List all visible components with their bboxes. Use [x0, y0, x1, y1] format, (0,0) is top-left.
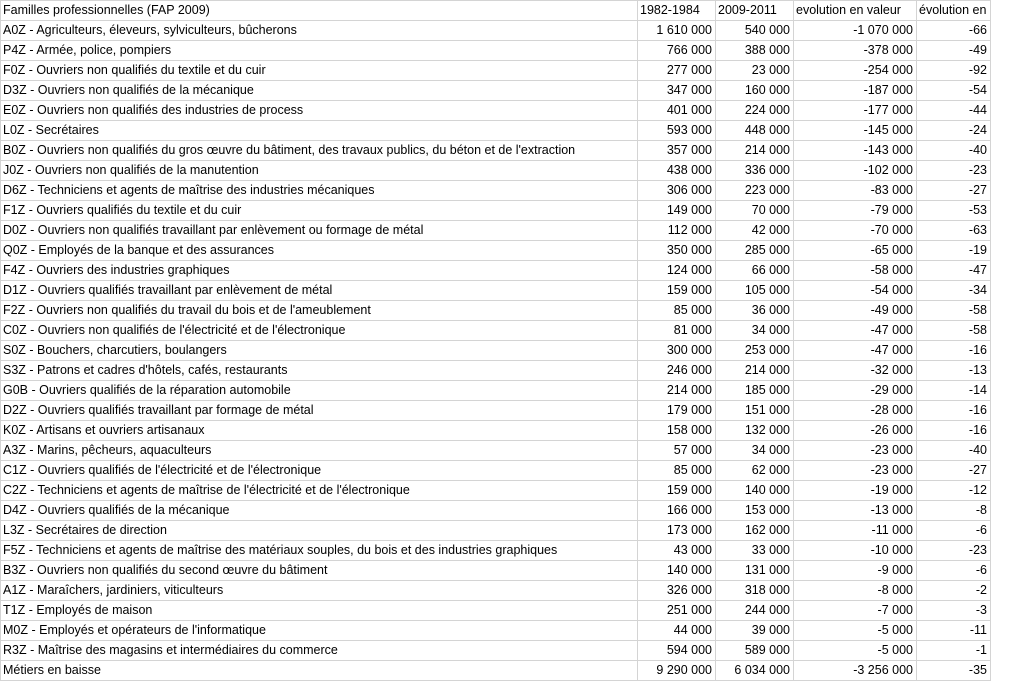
period2-cell[interactable]: 34 000: [716, 321, 794, 341]
period1-cell[interactable]: 173 000: [638, 521, 716, 541]
evol-value-cell[interactable]: -23 000: [794, 461, 917, 481]
period1-cell[interactable]: 347 000: [638, 81, 716, 101]
table-row: [1, 41, 991, 61]
evol-value-cell[interactable]: -3 256 000: [794, 661, 917, 681]
evol-pct-cell[interactable]: -11: [917, 621, 991, 641]
period1-cell[interactable]: 246 000: [638, 361, 716, 381]
family-cell[interactable]: F1Z - Ouvriers qualifiés du textile et du cuir: [1, 201, 638, 221]
family-cell[interactable]: C0Z - Ouvriers non qualifiés de l'électricité et de l'électronique: [1, 321, 638, 341]
family-cell[interactable]: M0Z - Employés et opérateurs de l'informatique: [1, 621, 638, 641]
period2-cell[interactable]: 36 000: [716, 301, 794, 321]
family-cell[interactable]: D4Z - Ouvriers qualifiés de la mécanique: [1, 501, 638, 521]
period2-cell[interactable]: 318 000: [716, 581, 794, 601]
period1-cell[interactable]: 57 000: [638, 441, 716, 461]
family-cell[interactable]: D3Z - Ouvriers non qualifiés de la mécanique: [1, 81, 638, 101]
family-cell[interactable]: C2Z - Techniciens et agents de maîtrise de l'électricité et de l'électronique: [1, 481, 638, 501]
header-period1[interactable]: 1982-1984: [638, 1, 716, 21]
family-cell[interactable]: L3Z - Secrétaires de direction: [1, 521, 638, 541]
family-cell[interactable]: F2Z - Ouvriers non qualifiés du travail du bois et de l'ameublement: [1, 301, 638, 321]
evol-value-cell[interactable]: -47 000: [794, 321, 917, 341]
period2-cell[interactable]: 214 000: [716, 361, 794, 381]
table-row: [1, 521, 991, 541]
evol-value-cell[interactable]: -29 000: [794, 381, 917, 401]
evol-value-cell[interactable]: -1 070 000: [794, 21, 917, 41]
family-cell[interactable]: Métiers en baisse: [1, 661, 638, 681]
period2-cell[interactable]: 153 000: [716, 501, 794, 521]
period2-cell[interactable]: 214 000: [716, 141, 794, 161]
period1-cell[interactable]: 140 000: [638, 561, 716, 581]
period1-cell[interactable]: 593 000: [638, 121, 716, 141]
header-period2[interactable]: 2009-2011: [716, 1, 794, 21]
period1-cell[interactable]: 81 000: [638, 321, 716, 341]
table-row: [1, 601, 991, 621]
evol-pct-cell[interactable]: -40: [917, 441, 991, 461]
evol-pct-cell[interactable]: -6: [917, 521, 991, 541]
evol-value-cell[interactable]: -143 000: [794, 141, 917, 161]
table-row: [1, 281, 991, 301]
evol-value-cell[interactable]: -79 000: [794, 201, 917, 221]
period1-cell[interactable]: 159 000: [638, 281, 716, 301]
period1-cell[interactable]: 166 000: [638, 501, 716, 521]
table-row: [1, 481, 991, 501]
evol-value-cell[interactable]: -49 000: [794, 301, 917, 321]
period1-cell[interactable]: 43 000: [638, 541, 716, 561]
period1-cell[interactable]: 85 000: [638, 301, 716, 321]
evol-value-cell[interactable]: -58 000: [794, 261, 917, 281]
evol-pct-cell[interactable]: -1: [917, 641, 991, 661]
period2-cell[interactable]: 42 000: [716, 221, 794, 241]
evol-pct-cell[interactable]: -49: [917, 41, 991, 61]
period1-cell[interactable]: 44 000: [638, 621, 716, 641]
evol-value-cell[interactable]: -26 000: [794, 421, 917, 441]
evol-value-cell[interactable]: -8 000: [794, 581, 917, 601]
period2-cell[interactable]: 131 000: [716, 561, 794, 581]
period2-cell[interactable]: 589 000: [716, 641, 794, 661]
family-cell[interactable]: T1Z - Employés de maison: [1, 601, 638, 621]
evol-pct-cell[interactable]: -3: [917, 601, 991, 621]
table-row: [1, 401, 991, 421]
header-evol-pct[interactable]: évolution en: [917, 1, 991, 21]
evol-value-cell[interactable]: -177 000: [794, 101, 917, 121]
evol-pct-cell[interactable]: -27: [917, 181, 991, 201]
family-cell[interactable]: D6Z - Techniciens et agents de maîtrise des industries mécaniques: [1, 181, 638, 201]
evol-pct-cell[interactable]: -54: [917, 81, 991, 101]
period2-cell[interactable]: 6 034 000: [716, 661, 794, 681]
evol-value-cell[interactable]: -7 000: [794, 601, 917, 621]
evol-pct-cell[interactable]: -34: [917, 281, 991, 301]
evol-pct-cell[interactable]: -13: [917, 361, 991, 381]
period2-cell[interactable]: 140 000: [716, 481, 794, 501]
evol-pct-cell[interactable]: -6: [917, 561, 991, 581]
period2-cell[interactable]: 23 000: [716, 61, 794, 81]
period2-cell[interactable]: 540 000: [716, 21, 794, 41]
period1-cell[interactable]: 158 000: [638, 421, 716, 441]
evol-value-cell[interactable]: -13 000: [794, 501, 917, 521]
period2-cell[interactable]: 70 000: [716, 201, 794, 221]
period2-cell[interactable]: 448 000: [716, 121, 794, 141]
evol-value-cell[interactable]: -5 000: [794, 641, 917, 661]
evol-pct-cell[interactable]: -47: [917, 261, 991, 281]
period1-cell[interactable]: 401 000: [638, 101, 716, 121]
header-family[interactable]: Familles professionnelles (FAP 2009): [1, 1, 638, 21]
evol-pct-cell[interactable]: -23: [917, 161, 991, 181]
evol-value-cell[interactable]: -23 000: [794, 441, 917, 461]
period2-cell[interactable]: 336 000: [716, 161, 794, 181]
family-cell[interactable]: D2Z - Ouvriers qualifiés travaillant par formage de métal: [1, 401, 638, 421]
evol-value-cell[interactable]: -11 000: [794, 521, 917, 541]
table-row: [1, 81, 991, 101]
evol-pct-cell[interactable]: -14: [917, 381, 991, 401]
family-cell[interactable]: B3Z - Ouvriers non qualifiés du second œuvre du bâtiment: [1, 561, 638, 581]
family-cell[interactable]: K0Z - Artisans et ouvriers artisanaux: [1, 421, 638, 441]
period1-cell[interactable]: 594 000: [638, 641, 716, 661]
period2-cell[interactable]: 388 000: [716, 41, 794, 61]
table-row: [1, 161, 991, 181]
period1-cell[interactable]: 300 000: [638, 341, 716, 361]
family-cell[interactable]: D1Z - Ouvriers qualifiés travaillant par enlèvement de métal: [1, 281, 638, 301]
family-cell[interactable]: S0Z - Bouchers, charcutiers, boulangers: [1, 341, 638, 361]
period1-cell[interactable]: 159 000: [638, 481, 716, 501]
table-row: [1, 441, 991, 461]
period1-cell[interactable]: 1 610 000: [638, 21, 716, 41]
evol-value-cell[interactable]: -10 000: [794, 541, 917, 561]
table-row: [1, 101, 991, 121]
period2-cell[interactable]: 39 000: [716, 621, 794, 641]
family-cell[interactable]: C1Z - Ouvriers qualifiés de l'électricité et de l'électronique: [1, 461, 638, 481]
table-row: [1, 241, 991, 261]
evol-pct-cell[interactable]: -63: [917, 221, 991, 241]
evol-value-cell[interactable]: -19 000: [794, 481, 917, 501]
family-cell[interactable]: E0Z - Ouvriers non qualifiés des industries de process: [1, 101, 638, 121]
period2-cell[interactable]: 285 000: [716, 241, 794, 261]
family-cell[interactable]: A1Z - Maraîchers, jardiniers, viticulteurs: [1, 581, 638, 601]
family-cell[interactable]: L0Z - Secrétaires: [1, 121, 638, 141]
period1-cell[interactable]: 85 000: [638, 461, 716, 481]
evol-value-cell[interactable]: -54 000: [794, 281, 917, 301]
period1-cell[interactable]: 214 000: [638, 381, 716, 401]
family-cell[interactable]: B0Z - Ouvriers non qualifiés du gros œuvre du bâtiment, des travaux publics, du béton et de l'extraction: [1, 141, 638, 161]
evol-pct-cell[interactable]: -16: [917, 401, 991, 421]
family-cell[interactable]: A3Z - Marins, pêcheurs, aquaculteurs: [1, 441, 638, 461]
evol-value-cell[interactable]: -65 000: [794, 241, 917, 261]
evol-value-cell[interactable]: -32 000: [794, 361, 917, 381]
evol-value-cell[interactable]: -378 000: [794, 41, 917, 61]
table-row: [1, 21, 991, 41]
evol-pct-cell[interactable]: -40: [917, 141, 991, 161]
period2-cell[interactable]: 253 000: [716, 341, 794, 361]
table-row: [1, 201, 991, 221]
period1-cell[interactable]: 149 000: [638, 201, 716, 221]
table-row: [1, 661, 991, 681]
table-row: [1, 341, 991, 361]
table-row: [1, 321, 991, 341]
header-evol-value[interactable]: evolution en valeur: [794, 1, 917, 21]
evol-value-cell[interactable]: -254 000: [794, 61, 917, 81]
table-row: [1, 261, 991, 281]
period2-cell[interactable]: 34 000: [716, 441, 794, 461]
family-cell[interactable]: R3Z - Maîtrise des magasins et intermédiaires du commerce: [1, 641, 638, 661]
table-row: [1, 181, 991, 201]
period2-cell[interactable]: 62 000: [716, 461, 794, 481]
table-row: [1, 461, 991, 481]
period1-cell[interactable]: 124 000: [638, 261, 716, 281]
table-row: [1, 501, 991, 521]
table-row: [1, 541, 991, 561]
period2-cell[interactable]: 132 000: [716, 421, 794, 441]
period2-cell[interactable]: 105 000: [716, 281, 794, 301]
table-row: [1, 121, 991, 141]
evol-value-cell[interactable]: -102 000: [794, 161, 917, 181]
table-row: [1, 381, 991, 401]
family-cell[interactable]: A0Z - Agriculteurs, éleveurs, sylviculteurs, bûcherons: [1, 21, 638, 41]
family-cell[interactable]: Q0Z - Employés de la banque et des assurances: [1, 241, 638, 261]
evol-value-cell[interactable]: -47 000: [794, 341, 917, 361]
evol-pct-cell[interactable]: -35: [917, 661, 991, 681]
period1-cell[interactable]: 357 000: [638, 141, 716, 161]
family-cell[interactable]: F5Z - Techniciens et agents de maîtrise des matériaux souples, du bois et des industries graphiques: [1, 541, 638, 561]
evol-pct-cell[interactable]: -58: [917, 321, 991, 341]
period2-cell[interactable]: 66 000: [716, 261, 794, 281]
evol-pct-cell[interactable]: -12: [917, 481, 991, 501]
period2-cell[interactable]: 185 000: [716, 381, 794, 401]
period1-cell[interactable]: 350 000: [638, 241, 716, 261]
family-cell[interactable]: F0Z - Ouvriers non qualifiés du textile et du cuir: [1, 61, 638, 81]
evol-pct-cell[interactable]: -24: [917, 121, 991, 141]
table-row: [1, 61, 991, 81]
period1-cell[interactable]: 251 000: [638, 601, 716, 621]
header-row: [1, 1, 991, 21]
family-cell[interactable]: D0Z - Ouvriers non qualifiés travaillant par enlèvement ou formage de métal: [1, 221, 638, 241]
table-row: [1, 561, 991, 581]
period2-cell[interactable]: 151 000: [716, 401, 794, 421]
table-row: [1, 361, 991, 381]
evol-value-cell[interactable]: -70 000: [794, 221, 917, 241]
period1-cell[interactable]: 438 000: [638, 161, 716, 181]
period1-cell[interactable]: 179 000: [638, 401, 716, 421]
table-row: [1, 621, 991, 641]
period1-cell[interactable]: 326 000: [638, 581, 716, 601]
evol-pct-cell[interactable]: -23: [917, 541, 991, 561]
period2-cell[interactable]: 160 000: [716, 81, 794, 101]
period2-cell[interactable]: 33 000: [716, 541, 794, 561]
evol-pct-cell[interactable]: -8: [917, 501, 991, 521]
family-cell[interactable]: F4Z - Ouvriers des industries graphiques: [1, 261, 638, 281]
evol-value-cell[interactable]: -83 000: [794, 181, 917, 201]
evol-pct-cell[interactable]: -44: [917, 101, 991, 121]
evol-value-cell[interactable]: -5 000: [794, 621, 917, 641]
table-row: [1, 301, 991, 321]
family-cell[interactable]: J0Z - Ouvriers non qualifiés de la manutention: [1, 161, 638, 181]
evol-value-cell[interactable]: -187 000: [794, 81, 917, 101]
evol-pct-cell[interactable]: -16: [917, 421, 991, 441]
evol-value-cell[interactable]: -145 000: [794, 121, 917, 141]
family-cell[interactable]: P4Z - Armée, police, pompiers: [1, 41, 638, 61]
evol-pct-cell[interactable]: -92: [917, 61, 991, 81]
evol-pct-cell[interactable]: -27: [917, 461, 991, 481]
evol-pct-cell[interactable]: -19: [917, 241, 991, 261]
period1-cell[interactable]: 766 000: [638, 41, 716, 61]
period2-cell[interactable]: 162 000: [716, 521, 794, 541]
table-row: [1, 581, 991, 601]
table-row: [1, 141, 991, 161]
evol-pct-cell[interactable]: -66: [917, 21, 991, 41]
evol-pct-cell[interactable]: -2: [917, 581, 991, 601]
evol-pct-cell[interactable]: -53: [917, 201, 991, 221]
family-cell[interactable]: S3Z - Patrons et cadres d'hôtels, cafés, restaurants: [1, 361, 638, 381]
evol-value-cell[interactable]: -28 000: [794, 401, 917, 421]
evol-pct-cell[interactable]: -58: [917, 301, 991, 321]
evol-value-cell[interactable]: -9 000: [794, 561, 917, 581]
period1-cell[interactable]: 306 000: [638, 181, 716, 201]
table-row: [1, 641, 991, 661]
period2-cell[interactable]: 244 000: [716, 601, 794, 621]
period1-cell[interactable]: 9 290 000: [638, 661, 716, 681]
evol-pct-cell[interactable]: -16: [917, 341, 991, 361]
table-row: [1, 421, 991, 441]
family-cell[interactable]: G0B - Ouvriers qualifiés de la réparation automobile: [1, 381, 638, 401]
period2-cell[interactable]: 223 000: [716, 181, 794, 201]
period1-cell[interactable]: 112 000: [638, 221, 716, 241]
period2-cell[interactable]: 224 000: [716, 101, 794, 121]
table-row: [1, 221, 991, 241]
period1-cell[interactable]: 277 000: [638, 61, 716, 81]
